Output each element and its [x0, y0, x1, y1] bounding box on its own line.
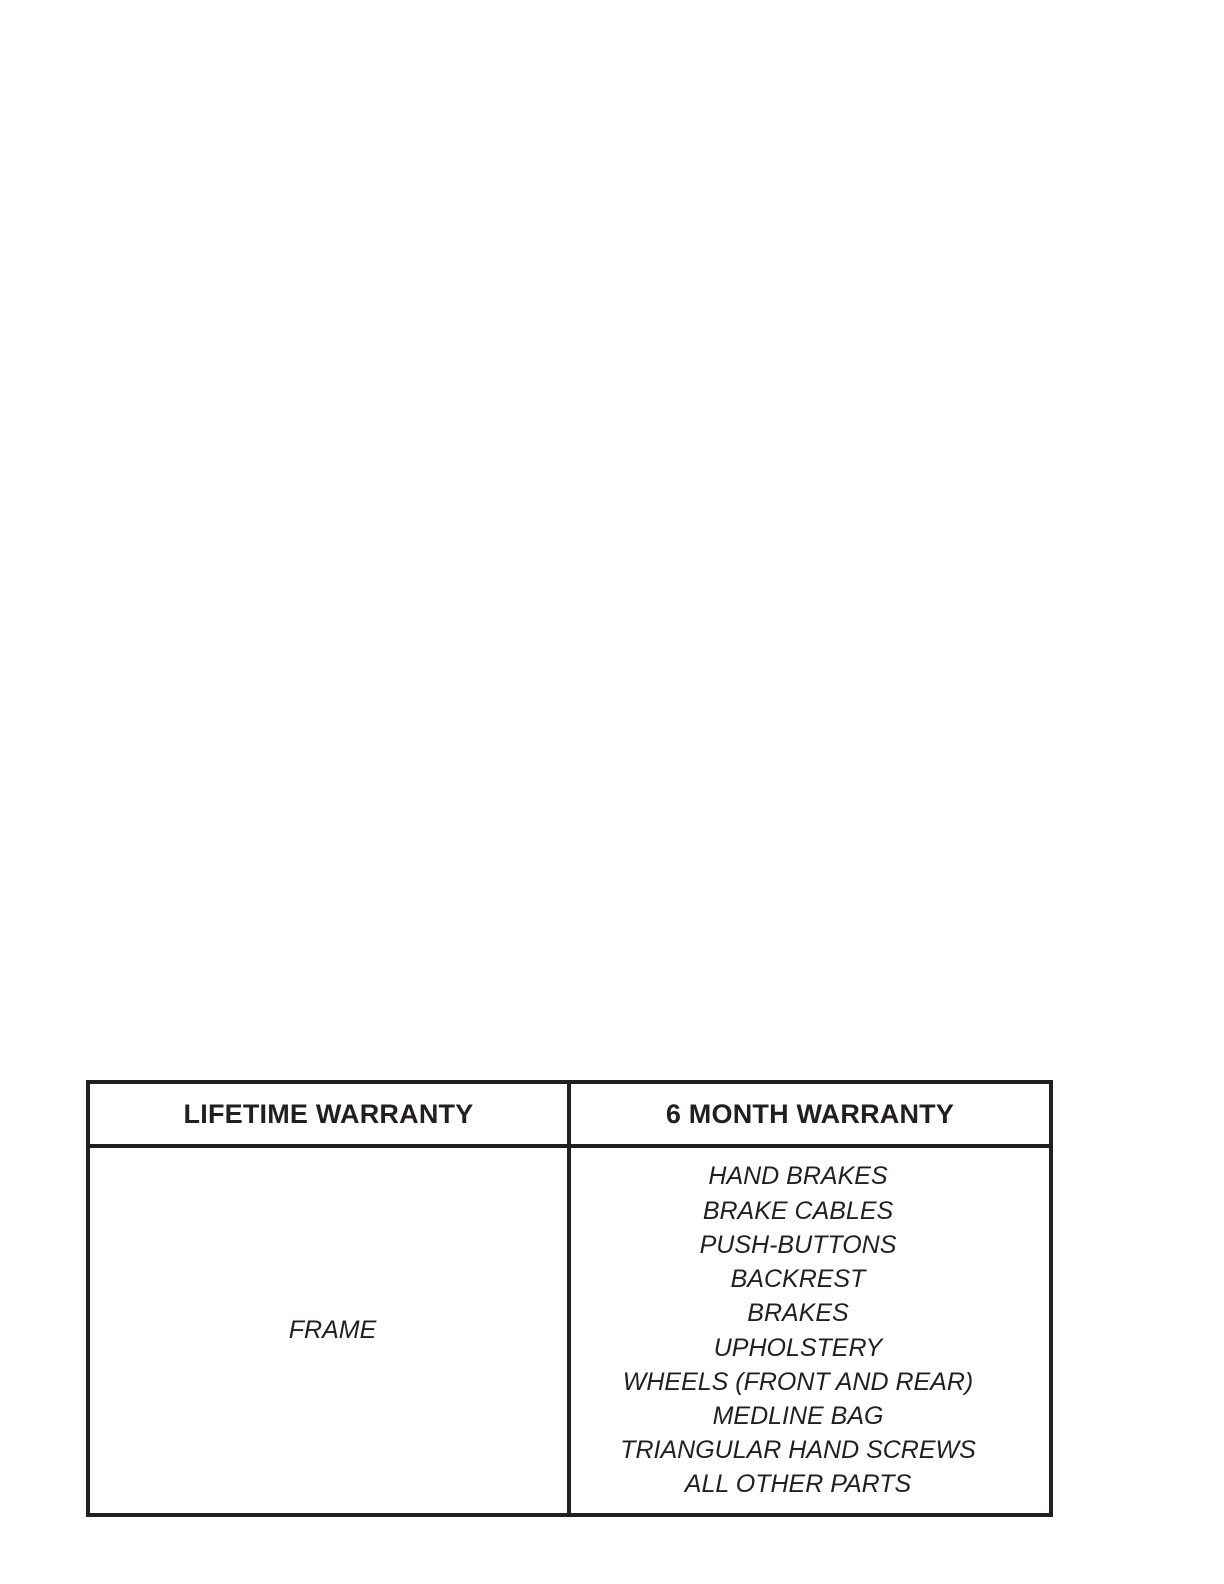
six-month-item: WHEELS (FRONT AND REAR) [622, 1367, 974, 1396]
six-month-item: BRAKES [747, 1299, 849, 1328]
six-month-item: ALL OTHER PARTS [684, 1470, 912, 1499]
six-month-item: BACKREST [730, 1265, 866, 1294]
six-month-warranty-cell [571, 1148, 1049, 1513]
six-month-item: PUSH-BUTTONS [699, 1230, 897, 1259]
six-month-item: BRAKE CABLES [702, 1196, 894, 1225]
six-month-item: HAND BRAKES [708, 1162, 888, 1191]
six-month-item: UPHOLSTERY [713, 1333, 883, 1362]
warranty-table [86, 1080, 1053, 1517]
six-month-warranty-header: 6 MONTH WARRANTY [571, 1084, 1049, 1148]
lifetime-warranty-cell [90, 1148, 571, 1513]
lifetime-item: FRAME [288, 1316, 377, 1344]
six-month-item: MEDLINE BAG [712, 1401, 884, 1430]
six-month-item: TRIANGULAR HAND SCREWS [620, 1436, 976, 1465]
lifetime-warranty-header: LIFETIME WARRANTY [90, 1084, 571, 1148]
six-month-items-list [620, 1159, 976, 1501]
